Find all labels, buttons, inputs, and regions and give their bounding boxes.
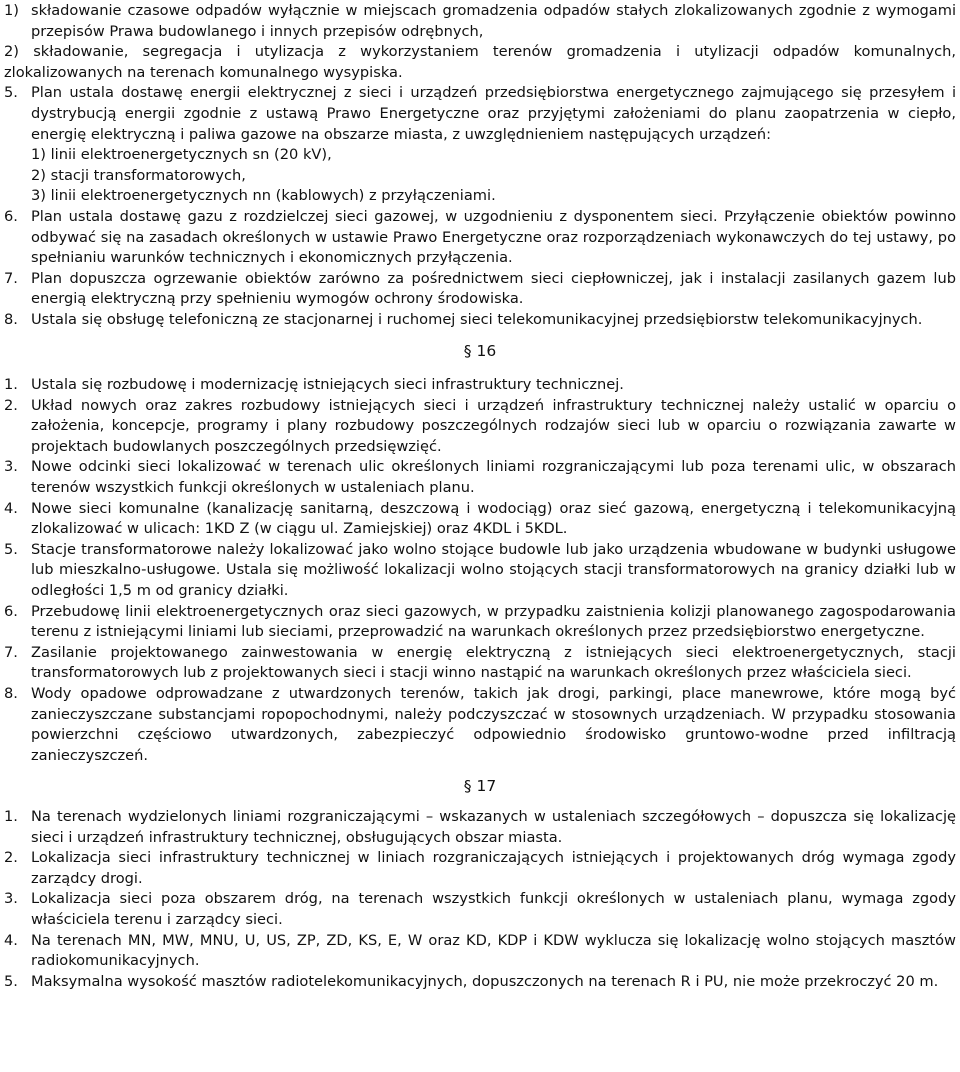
list-item xyxy=(4,396,956,458)
list-item xyxy=(4,269,956,310)
item-text: Zasilanie projektowanego zainwestowania w energię elektryczną z istniejących sieci elektroenergetycznych, stacji transformatorowych lub z projektowanych sieci i stacji winno nastąpić na warunkach określonych przez właściciela sieci. xyxy=(31,643,956,682)
item-number: 2. xyxy=(4,396,18,414)
item-text: Nowe sieci komunalne (kanalizację sanitarną, deszczową i wodociąg) oraz sieć gazową, energetyczną i telekomunikacyjną zlokalizować w ulicach: 1KD Z (w ciągu ul. Zamiejskiej) oraz 4KDL i 5KDL. xyxy=(31,499,956,538)
list-item xyxy=(4,972,956,993)
list-item xyxy=(4,931,956,972)
item-number: 7. xyxy=(4,643,18,661)
list-item xyxy=(4,602,956,643)
item-number: 4. xyxy=(4,499,18,517)
item-number: 2. xyxy=(4,849,18,867)
item-number: 6. xyxy=(4,207,18,225)
list-item xyxy=(4,457,956,498)
list-item xyxy=(4,1,956,42)
top-list xyxy=(4,1,956,331)
item-text: Plan dopuszcza ogrzewanie obiektów zarówno za pośrednictwem sieci ciepłowniczej, jak i instalacji zasilanych gazem lub energią elektryczną przy spełnieniu wymogów ochrony środowiska. xyxy=(31,269,956,308)
item-text: Maksymalna wysokość masztów radiotelekomunikacyjnych, dopuszczonych na terenach R i PU, nie może przekroczyć 20 m. xyxy=(31,972,939,990)
item-number: 5. xyxy=(4,972,18,990)
item-number: 8. xyxy=(4,685,18,702)
item-text: Lokalizacja sieci poza obszarem dróg, na terenach wszystkich funkcji określonych w ustaleniach planu, wymaga zgody właściciela terenu i zarządcy sieci. xyxy=(31,890,956,928)
list-item xyxy=(4,807,956,848)
item-number: 7. xyxy=(4,269,18,287)
list-item xyxy=(4,889,956,930)
item-text: Na terenach MN, MW, MNU, U, US, ZP, ZD, KS, E, W oraz KD, KDP i KDW wyklucza się lokalizację wolno stojących masztów radiokomunikacyjnych. xyxy=(31,931,956,970)
list-item xyxy=(4,684,956,766)
item-text: Układ nowych oraz zakres rozbudowy istniejących sieci i urządzeń infrastruktury technicznej należy ustalić w oparciu o założenia, koncepcje, programy i plany rozbudowy poszczególnych rodzajów sieci lub w oparciu o rozwiązania zawarte w projektach budowlanych poszczególnych przedsięwzięć. xyxy=(31,396,956,455)
item-text: Stacje transformatorowe należy lokalizować jako wolno stojące budowle lub jako urządzenia wbudowane w budynki usługowe lub mieszkalno-usługowe. Ustala się możliwość lokalizacji wolno stojących stacji transformatorowych na granicy działki lub w odległości 1,5 m od granicy działki. xyxy=(31,540,956,600)
item-number: 1. xyxy=(4,807,18,825)
item-text: Wody opadowe odprowadzane z utwardzonych terenów, takich jak drogi, parkingi, place manewrowe, które mogą być zanieczyszczane substancjami ropopochodnymi, należy podczyszczać w stosownych urządzeniach. W przypadku stosowania powierzchni częściowo utwardzonych, zabezpieczyć odpowiednio środowisko gruntowo-wodne przed infiltracją zanieczyszczeń. xyxy=(31,685,956,764)
list-item xyxy=(4,42,956,83)
item-number: 3. xyxy=(4,458,18,476)
item-text xyxy=(31,83,956,207)
item-text: Na terenach wydzielonych liniami rozgraniczającymi – wskazanych w ustaleniach szczegółowych – dopuszcza się lokalizację sieci i urządzeń infrastruktury technicznej, obsługujących obszar miasta. xyxy=(31,807,956,846)
section-heading: § 16 xyxy=(463,341,497,360)
item-number: 3. xyxy=(4,890,18,908)
item-text: Przebudowę linii elektroenergetycznych oraz sieci gazowych, w przypadku zaistnienia kolizji planowanego zagospodarowania terenu z istniejącymi liniami lub sieciami, przeprowadzić na warunkach określonych przez przedsiębiorstwo energetyczne. xyxy=(31,602,956,641)
item-text: Ustala się rozbudowę i modernizację istniejących sieci infrastruktury technicznej. xyxy=(31,376,624,394)
list-item xyxy=(4,207,956,269)
item-text: Ustala się obsługę telefoniczną ze stacjonarnej i ruchomej sieci telekomunikacyjnej przedsiębiorstw telekomunikacyjnych. xyxy=(31,310,923,328)
list-item xyxy=(4,83,956,207)
list-item xyxy=(4,540,956,602)
item-text: 2) składowanie, segregacja i utylizacja z wykorzystaniem terenów gromadzenia i utylizacji odpadów komunalnych, zlokalizowanych na terenach komunalnego wysypiska. xyxy=(4,43,956,81)
item-number: 1) xyxy=(4,2,19,19)
item-number: 6. xyxy=(4,602,18,620)
item-number: 8. xyxy=(4,310,18,328)
sub-item: 1) linii elektroenergetycznych sn (20 kV), xyxy=(31,146,332,164)
list-item xyxy=(4,499,956,540)
item-text: Plan ustala dostawę gazu z rozdzielczej sieci gazowej, w uzgodnieniu z dysponentem sieci. Przyłączenie obiektów powinno odbywać się na zasadach określonych w ustawie Prawo Energetyczne oraz rozporządzeniach wykonawczych do tej ustawy, po spełnianiu warunków technicznych i ekonomicznych przyłączenia. xyxy=(31,207,956,267)
item-text: Lokalizacja sieci infrastruktury technicznej w liniach rozgraniczających istniejących i projektowanych dróg wymaga zgody zarządcy drogi. xyxy=(31,849,956,887)
item-text: Nowe odcinki sieci lokalizować w terenach ulic określonych liniami rozgraniczającymi lub poza terenami ulic, w obszarach terenów wszystkich funkcji określonych w ustaleniach planu. xyxy=(31,458,956,497)
item-text: składowanie czasowe odpadów wyłącznie w miejscach gromadzenia odpadów stałych zlokalizowanych zgodnie z wymogami przepisów Prawa budowlanego i innych przepisów odrębnych, xyxy=(31,2,956,40)
list-item xyxy=(4,643,956,684)
list-item xyxy=(4,848,956,889)
item-number: 4. xyxy=(4,931,18,949)
item-number: 1. xyxy=(4,376,18,394)
list-item xyxy=(4,375,956,396)
section-17-list xyxy=(4,807,956,992)
sub-item: 2) stacji transformatorowych, xyxy=(31,166,246,184)
item-body: Plan ustala dostawę energii elektrycznej z sieci i urządzeń przedsiębiorstwa energetycznego zajmującego się przesyłem i dystrybucją energii zgodnie z ustawą Prawo Energetyczne oraz przyjętymi założeniami do planu zaopatrzenia w ciepło, energię elektryczną i paliwa gazowe na obszarze miasta, z uwzględnieniem następujących urządzeń: xyxy=(31,84,956,143)
item-number: 5. xyxy=(4,540,18,558)
section-heading: § 17 xyxy=(463,777,497,796)
item-number: 5. xyxy=(4,84,18,102)
list-item xyxy=(4,310,956,331)
section-16-list xyxy=(4,375,956,766)
sub-item: 3) linii elektroenergetycznych nn (kablowych) z przyłączeniami. xyxy=(31,187,496,205)
